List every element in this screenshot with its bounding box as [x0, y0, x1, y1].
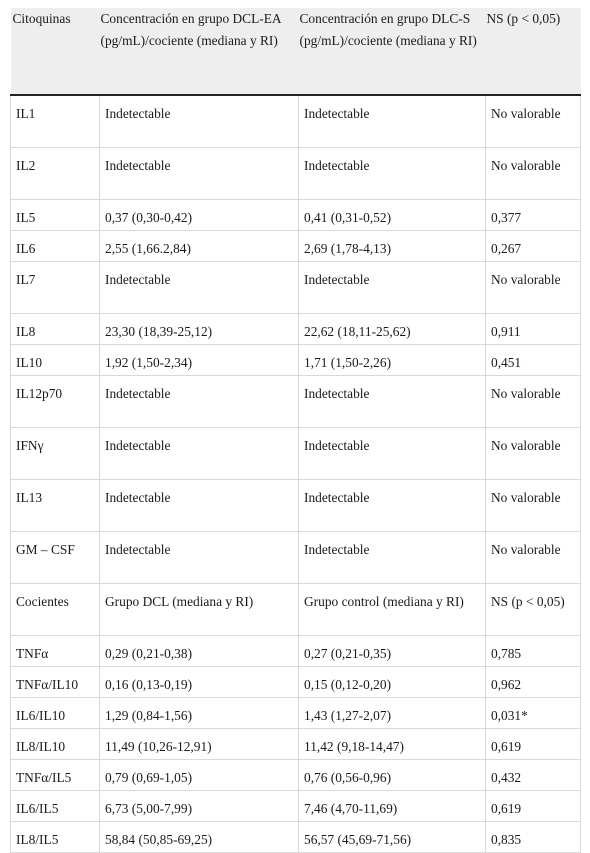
header-dlc-s: Concentración en grupo DLC-S (pg/mL)/cociente (mediana y RI): [299, 8, 486, 95]
cell-group-dcl: Indetectable: [100, 376, 299, 428]
cell-significance: No valorable: [486, 376, 581, 428]
cell-significance: NS (p < 0,05): [486, 584, 581, 636]
table-row: [11, 667, 581, 698]
table-row: [11, 729, 581, 760]
cell-significance: 0,619: [486, 729, 581, 760]
cell-cytokine: TNFα/IL10: [11, 667, 100, 698]
table-row: [11, 95, 581, 148]
cell-group-control: 0,27 (0,21-0,35): [299, 636, 486, 667]
cell-group-dcl: 0,37 (0,30-0,42): [100, 200, 299, 231]
cell-significance: 0,451: [486, 345, 581, 376]
cell-group-dcl: Indetectable: [100, 262, 299, 314]
cytokine-table-container: [10, 8, 580, 853]
cell-cytokine: IL1: [11, 95, 100, 148]
cell-group-control: 1,43 (1,27-2,07): [299, 698, 486, 729]
table-body: [11, 95, 581, 853]
cell-group-control: 11,42 (9,18-14,47): [299, 729, 486, 760]
cell-cytokine: IL6: [11, 231, 100, 262]
cell-group-control: 2,69 (1,78-4,13): [299, 231, 486, 262]
cell-group-control: Grupo control (mediana y RI): [299, 584, 486, 636]
cell-group-dcl: 0,29 (0,21-0,38): [100, 636, 299, 667]
cell-group-control: Indetectable: [299, 532, 486, 584]
cell-group-dcl: 1,92 (1,50-2,34): [100, 345, 299, 376]
cell-group-dcl: Indetectable: [100, 532, 299, 584]
cell-cytokine: IL7: [11, 262, 100, 314]
table-row: [11, 480, 581, 532]
cell-cytokine: Cocientes: [11, 584, 100, 636]
cell-significance: No valorable: [486, 95, 581, 148]
table-row: [11, 428, 581, 480]
cell-group-dcl: Indetectable: [100, 428, 299, 480]
table-row: [11, 584, 581, 636]
cell-cytokine: IL8/IL5: [11, 822, 100, 853]
cell-group-control: Indetectable: [299, 480, 486, 532]
table-row: [11, 791, 581, 822]
table-row: [11, 345, 581, 376]
cell-group-dcl: Indetectable: [100, 95, 299, 148]
cell-group-dcl: 0,16 (0,13-0,19): [100, 667, 299, 698]
cell-significance: 0,785: [486, 636, 581, 667]
cell-group-control: 0,41 (0,31-0,52): [299, 200, 486, 231]
table-header: [11, 8, 581, 95]
cell-significance: 0,267: [486, 231, 581, 262]
cell-group-control: Indetectable: [299, 95, 486, 148]
cell-cytokine: IL5: [11, 200, 100, 231]
cell-significance: No valorable: [486, 148, 581, 200]
cell-group-control: Indetectable: [299, 148, 486, 200]
table-row: [11, 760, 581, 791]
cell-cytokine: TNFα/IL5: [11, 760, 100, 791]
cell-significance: No valorable: [486, 262, 581, 314]
cell-group-control: 1,71 (1,50-2,26): [299, 345, 486, 376]
header-row: [11, 8, 581, 95]
cell-significance: 0,835: [486, 822, 581, 853]
cell-group-dcl: 6,73 (5,00-7,99): [100, 791, 299, 822]
cell-group-dcl: Indetectable: [100, 480, 299, 532]
cell-group-dcl: 58,84 (50,85-69,25): [100, 822, 299, 853]
cell-cytokine: IL10: [11, 345, 100, 376]
cell-group-dcl: Indetectable: [100, 148, 299, 200]
header-dcl-ea: Concentración en grupo DCL-EA (pg/mL)/cociente (mediana y RI): [100, 8, 299, 95]
cell-group-dcl: Grupo DCL (mediana y RI): [100, 584, 299, 636]
cell-group-control: Indetectable: [299, 428, 486, 480]
cell-group-control: Indetectable: [299, 262, 486, 314]
table-row: [11, 148, 581, 200]
cell-cytokine: IL2: [11, 148, 100, 200]
cell-significance: No valorable: [486, 532, 581, 584]
cell-group-dcl: 11,49 (10,26-12,91): [100, 729, 299, 760]
cytokine-table: [10, 8, 581, 853]
cell-group-dcl: 0,79 (0,69-1,05): [100, 760, 299, 791]
table-row: [11, 698, 581, 729]
cell-group-dcl: 2,55 (1,66.2,84): [100, 231, 299, 262]
cell-significance: 0,911: [486, 314, 581, 345]
cell-cytokine: IL6/IL10: [11, 698, 100, 729]
cell-group-control: Indetectable: [299, 376, 486, 428]
table-row: [11, 231, 581, 262]
cell-group-control: 22,62 (18,11-25,62): [299, 314, 486, 345]
cell-significance: No valorable: [486, 480, 581, 532]
cell-significance: 0,377: [486, 200, 581, 231]
table-row: [11, 532, 581, 584]
cell-group-control: 7,46 (4,70-11,69): [299, 791, 486, 822]
cell-cytokine: IL8: [11, 314, 100, 345]
cell-cytokine: TNFα: [11, 636, 100, 667]
cell-group-dcl: 23,30 (18,39-25,12): [100, 314, 299, 345]
cell-group-control: 0,15 (0,12-0,20): [299, 667, 486, 698]
cell-cytokine: IL12p70: [11, 376, 100, 428]
table-row: [11, 262, 581, 314]
cell-group-dcl: 1,29 (0,84-1,56): [100, 698, 299, 729]
cell-cytokine: GM – CSF: [11, 532, 100, 584]
cell-cytokine: IL13: [11, 480, 100, 532]
cell-significance: 0,031*: [486, 698, 581, 729]
cell-cytokine: IL6/IL5: [11, 791, 100, 822]
table-row: [11, 376, 581, 428]
cell-group-control: 0,76 (0,56-0,96): [299, 760, 486, 791]
cell-significance: 0,432: [486, 760, 581, 791]
cell-group-control: 56,57 (45,69-71,56): [299, 822, 486, 853]
table-row: [11, 822, 581, 853]
cell-significance: 0,962: [486, 667, 581, 698]
cell-cytokine: IL8/IL10: [11, 729, 100, 760]
cell-significance: 0,619: [486, 791, 581, 822]
header-citoquinas: Citoquinas: [11, 8, 100, 95]
cell-cytokine: IFNγ: [11, 428, 100, 480]
table-row: [11, 636, 581, 667]
table-row: [11, 314, 581, 345]
cell-significance: No valorable: [486, 428, 581, 480]
table-row: [11, 200, 581, 231]
header-ns: NS (p < 0,05): [486, 8, 581, 95]
